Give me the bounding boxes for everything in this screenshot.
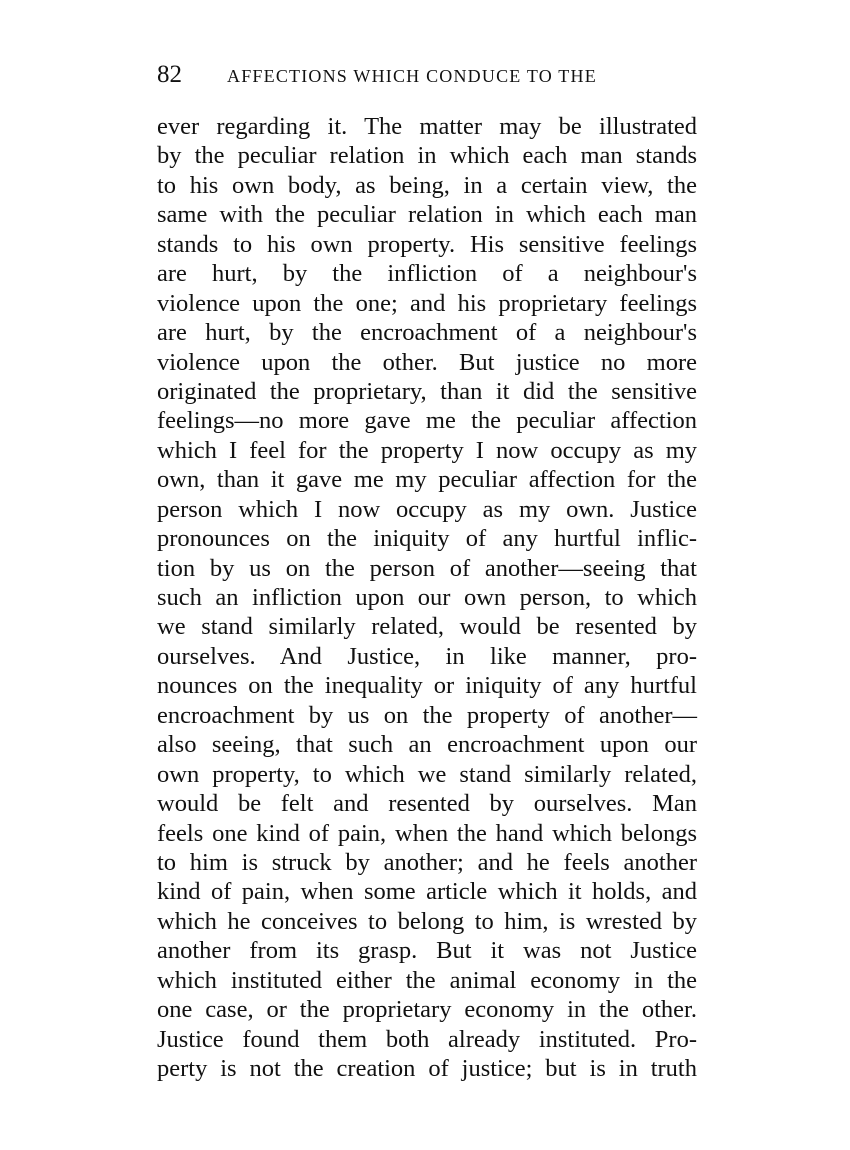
text-line: own, than it gave me my peculiar affection for the — [157, 466, 697, 494]
text-line: to his own body, as being, in a certain view, the — [157, 171, 697, 199]
text-line: violence upon the one; and his proprietary feelings — [157, 289, 697, 317]
text-line: by the peculiar relation in which each man stands — [157, 142, 697, 170]
text-line: such an infliction upon our own person, to which — [157, 584, 697, 611]
text-line: encroachment by us on the property of another— — [157, 701, 697, 729]
text-line: feels one kind of pain, when the hand which belongs — [157, 819, 697, 847]
text-line: pronounces on the iniquity of any hurtful inflic- — [157, 525, 697, 553]
text-line: stands to his own property. His sensitive feelings — [157, 230, 697, 258]
text-line: which instituted either the animal economy in the — [157, 966, 697, 994]
text-line: would be felt and resented by ourselves. Man — [157, 790, 697, 818]
text-line: one case, or the proprietary economy in the other. — [157, 996, 697, 1024]
text-line: perty is not the creation of justice; but is in truth — [157, 1055, 697, 1082]
text-line: kind of pain, when some article which it holds, and — [157, 878, 697, 906]
text-line: to him is struck by another; and he feels another — [157, 848, 697, 876]
running-head — [157, 60, 697, 90]
text-line: which he conceives to belong to him, is wrested by — [157, 907, 697, 935]
text-line: we stand similarly related, would be resented by — [157, 613, 697, 641]
running-title: AFFECTIONS WHICH CONDUCE TO THE — [227, 66, 597, 86]
body-text — [157, 112, 697, 1083]
text-line: ever regarding it. The matter may be illustrated — [157, 113, 697, 140]
text-line: originated the proprietary, than it did the sensitive — [157, 377, 697, 405]
text-line: same with the peculiar relation in which each man — [157, 201, 697, 229]
text-line: feelings—no more gave me the peculiar affection — [157, 407, 697, 435]
text-line: are hurt, by the infliction of a neighbour's — [157, 260, 697, 288]
text-line: nounces on the inequality or iniquity of any hurtful — [157, 672, 697, 700]
text-line: also seeing, that such an encroachment upon our — [157, 731, 697, 759]
text-line: violence upon the other. But justice no more — [157, 348, 697, 376]
text-line: are hurt, by the encroachment of a neighbour's — [157, 319, 697, 347]
text-line: which I feel for the property I now occupy as my — [157, 436, 697, 464]
text-line: own property, to which we stand similarly related, — [157, 760, 697, 788]
text-line: ourselves. And Justice, in like manner, pro- — [157, 642, 697, 670]
text-line: Justice found them both already instituted. Pro- — [157, 1025, 697, 1053]
text-line: another from its grasp. But it was not Justice — [157, 937, 697, 965]
page-number: 82 — [157, 61, 182, 88]
text-line: person which I now occupy as my own. Justice — [157, 495, 697, 523]
text-line: tion by us on the person of another—seeing that — [157, 554, 697, 582]
